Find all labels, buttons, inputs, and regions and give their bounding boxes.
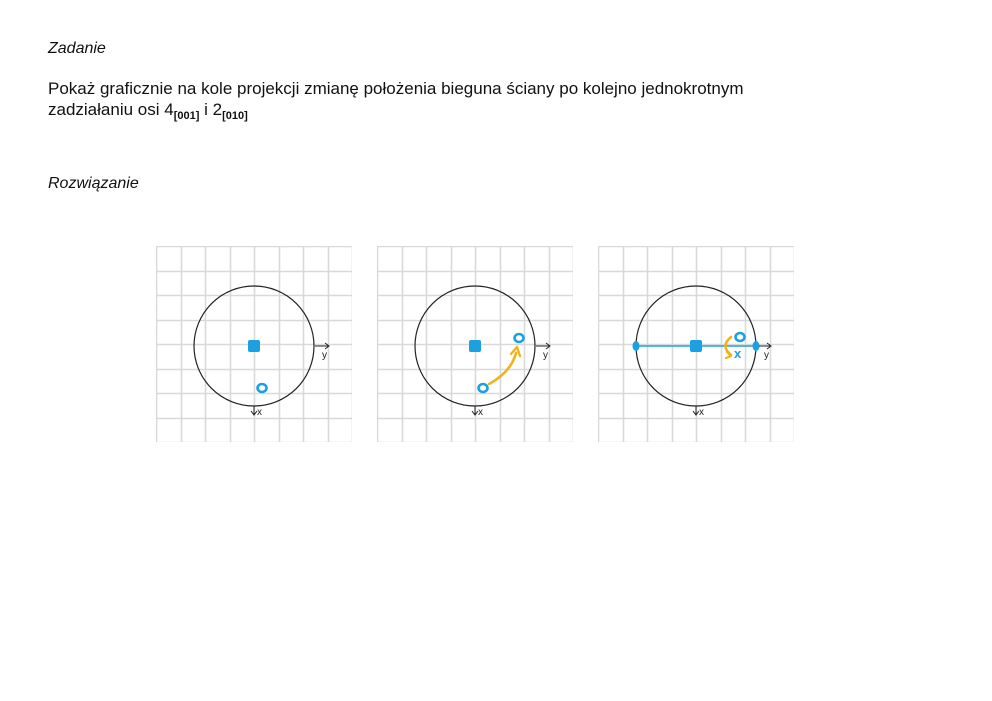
- task-text-line1: Pokaż graficznie na kole projekcji zmianę położenia bieguna ściany po kolejno jednokrotnym: [48, 79, 744, 98]
- face-pole-lower: x: [734, 346, 742, 361]
- face-pole: [258, 384, 267, 392]
- projection-svg-2: [377, 246, 573, 442]
- task-text-line2-prefix: zadziałaniu osi 4: [48, 100, 174, 119]
- axis-2-index: [010]: [222, 110, 248, 122]
- y-axis-label: y: [764, 350, 769, 361]
- axis-2-symbol-right: [753, 341, 760, 351]
- axis-4-symbol: [690, 340, 702, 352]
- face-pole-rotated: [515, 334, 524, 342]
- x-axis-label: x: [257, 407, 262, 418]
- face-pole-original: [479, 384, 488, 392]
- axis-4-symbol: [469, 340, 481, 352]
- task-text: [48, 78, 928, 120]
- projection-figure-initial: [156, 246, 352, 442]
- projection-figure-after-4fold: [377, 246, 573, 442]
- axis-2-symbol-left: [633, 341, 640, 351]
- x-axis-label: x: [478, 407, 483, 418]
- solution-heading: Rozwiązanie: [48, 175, 139, 192]
- task-text-between: i 2: [199, 100, 223, 119]
- projection-svg-3: [598, 246, 794, 442]
- axis-4-index: [001]: [173, 110, 200, 122]
- face-pole-upper: [736, 333, 745, 341]
- axis-4-symbol: [248, 340, 260, 352]
- task-heading: Zadanie: [48, 40, 106, 57]
- x-axis-label: x: [699, 407, 704, 418]
- rotation-arrow: [489, 353, 516, 384]
- projection-figure-after-2fold: [598, 246, 794, 442]
- projection-svg-1: [156, 246, 352, 442]
- y-axis-label: y: [543, 350, 548, 361]
- y-axis-label: y: [322, 350, 327, 361]
